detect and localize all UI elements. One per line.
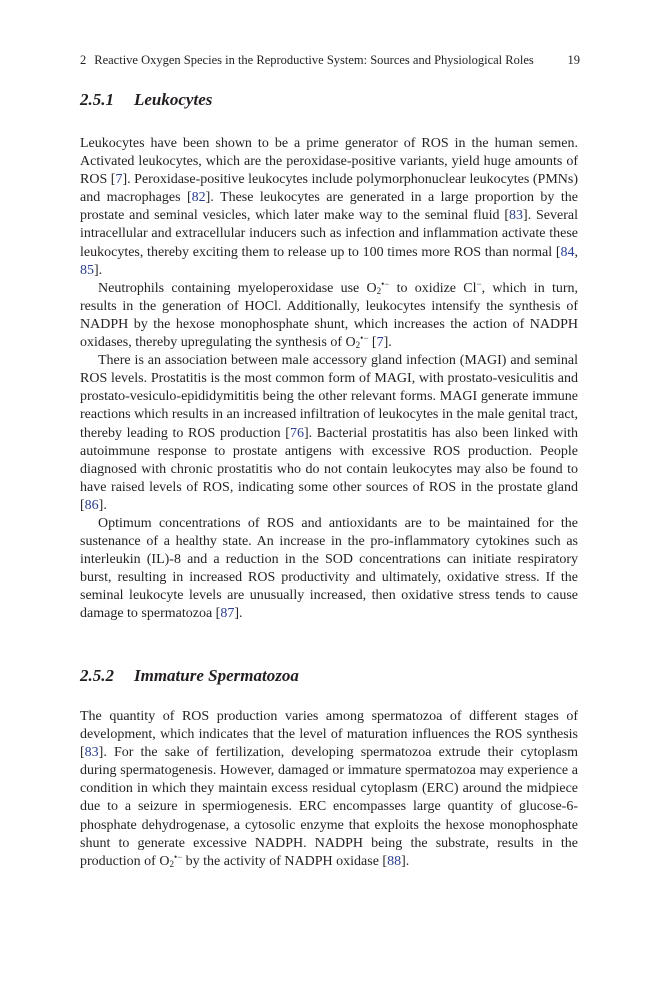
section-heading-leukocytes	[80, 90, 212, 110]
citation-link[interactable]: 82	[191, 190, 206, 206]
superscript: •−	[173, 851, 183, 862]
text-run: , which in turn, results in the generation of HOCl. Additionally, leukocytes intensify the synthesis of NADPH by the hexose monophosphate shunt, which increases the action of NADPH oxidases, thereby upregulating the synthesis of O	[80, 280, 579, 351]
citation-link[interactable]: 85	[80, 262, 94, 278]
section-title: Leukocytes	[134, 90, 213, 109]
text-run: to oxidize Cl	[389, 280, 477, 296]
text-run: The quantity of ROS production varies among spermatozoa of different stages of development, which indicates that the level of maturation influences the ROS synthesis [	[80, 709, 578, 761]
section-number: 2.5.1	[80, 90, 114, 109]
text-run: ]. Several intracellular and extracellular inducers such as infection and inflammation activate these leukocytes, thereby exciting them to release up to 100 times more ROS than normal [	[80, 208, 578, 260]
text-run: ].	[98, 497, 107, 513]
citation-link[interactable]: 86	[84, 497, 99, 513]
text-run: ].	[234, 606, 243, 622]
citation-link[interactable]: 7	[115, 172, 123, 188]
section-title: Immature Spermatozoa	[134, 666, 299, 685]
page-number: 19	[567, 53, 580, 67]
subscript: 2	[355, 340, 361, 351]
superscript: −	[476, 278, 482, 289]
citation-link[interactable]: 83	[84, 745, 99, 761]
citation-link[interactable]: 7	[376, 335, 384, 351]
citation-link[interactable]: 83	[509, 208, 524, 224]
text-run: Neutrophils containing myeloperoxidase use O	[98, 280, 377, 296]
text-run: ].	[401, 853, 410, 869]
citation-link[interactable]: 87	[220, 606, 235, 622]
text-run: Leukocytes have been shown to be a prime generator of ROS in the human semen. Activated leukocytes, which are the peroxidase-positive variants, yield huge amounts of ROS [	[80, 136, 578, 188]
chapter-number: 2	[80, 53, 87, 67]
superscript: •−	[381, 278, 390, 289]
subscript: 2	[376, 285, 382, 296]
text-run: Optimum concentrations of ROS and antioxidants are to be maintained for the sustenance of a healthy state. An increase in the pro-inflammatory cytokines such as interleukin (IL)-8 and a reduction in the SOD concentrations can initiate respiratory burst, resulting in increased ROS productivity and ultimately, oxidative stress. If the seminal leukocyte levels are unusually increased, then oxidative stress tends to cause damage to spermatozoa [	[80, 515, 578, 622]
text-run: ].	[94, 262, 103, 278]
citation-link[interactable]: 88	[387, 853, 402, 869]
paragraph	[80, 280, 578, 352]
chapter-title: Reactive Oxygen Species in the Reproductive System: Sources and Physiological Roles	[94, 53, 534, 67]
subscript: 2	[169, 858, 174, 869]
section-number: 2.5.2	[80, 666, 114, 685]
text-run: ].	[383, 335, 392, 351]
superscript: •−	[360, 333, 369, 344]
paragraph	[80, 515, 578, 624]
text-run: There is an association between male accessory gland infection (MAGI) and seminal ROS levels. Prostatitis is the most common form of MAGI, with prostato-vesiculitis and prostato-vesiculo-epididymititis being the other relevant forms. MAGI generate immune reactions which results in an increased infiltration of leukocytes in the male genital tract, thereby leading to ROS production [	[80, 353, 578, 441]
paragraph	[80, 708, 578, 871]
text-run: ,	[574, 244, 578, 260]
section-heading-immature-spermatozoa	[80, 666, 299, 686]
section-body-leukocytes	[80, 135, 578, 624]
text-run: ]. Bacterial prostatitis has also been linked with autoimmune response to prostate antigens with excessive ROS production. People diagnosed with chronic prostatitis who do not contain leukocytes may also be found to have raised levels of ROS, indicating some other sources of ROS in the prostate gland [	[80, 425, 578, 513]
running-head	[80, 52, 580, 68]
text-run: ]. These leukocytes are generated in a large proportion by the prostate and seminal vesicles, which later make way to the seminal fluid [	[80, 190, 578, 224]
text-run: by the activity of NADPH oxidase [	[182, 853, 388, 869]
paragraph	[80, 135, 578, 280]
text-run: ]. Peroxidase-positive leukocytes include polymorphonuclear leukocytes (PMNs) and macrophages [	[80, 172, 579, 206]
citation-link[interactable]: 76	[289, 425, 304, 441]
paragraph	[80, 352, 578, 515]
section-body-immature-spermatozoa	[80, 708, 578, 871]
text-run: [	[368, 335, 377, 351]
text-run: ]. For the sake of fertilization, developing spermatozoa extrude their cytoplasm during spermatogenesis. However, damaged or immature spermatozoa may experience a condition in which they maintain excess residual cytoplasm (ERC) around the midpiece due to a seizure in spermiogenesis. ERC encompasses large quantity of glucose-6-phosphate dehydrogenase, a cytosolic enzyme that exploits the hexose monophosphate shunt to generate excessive NADPH. NADPH being the substrate, results in the production of O	[80, 745, 578, 869]
citation-link[interactable]: 84	[560, 244, 575, 260]
